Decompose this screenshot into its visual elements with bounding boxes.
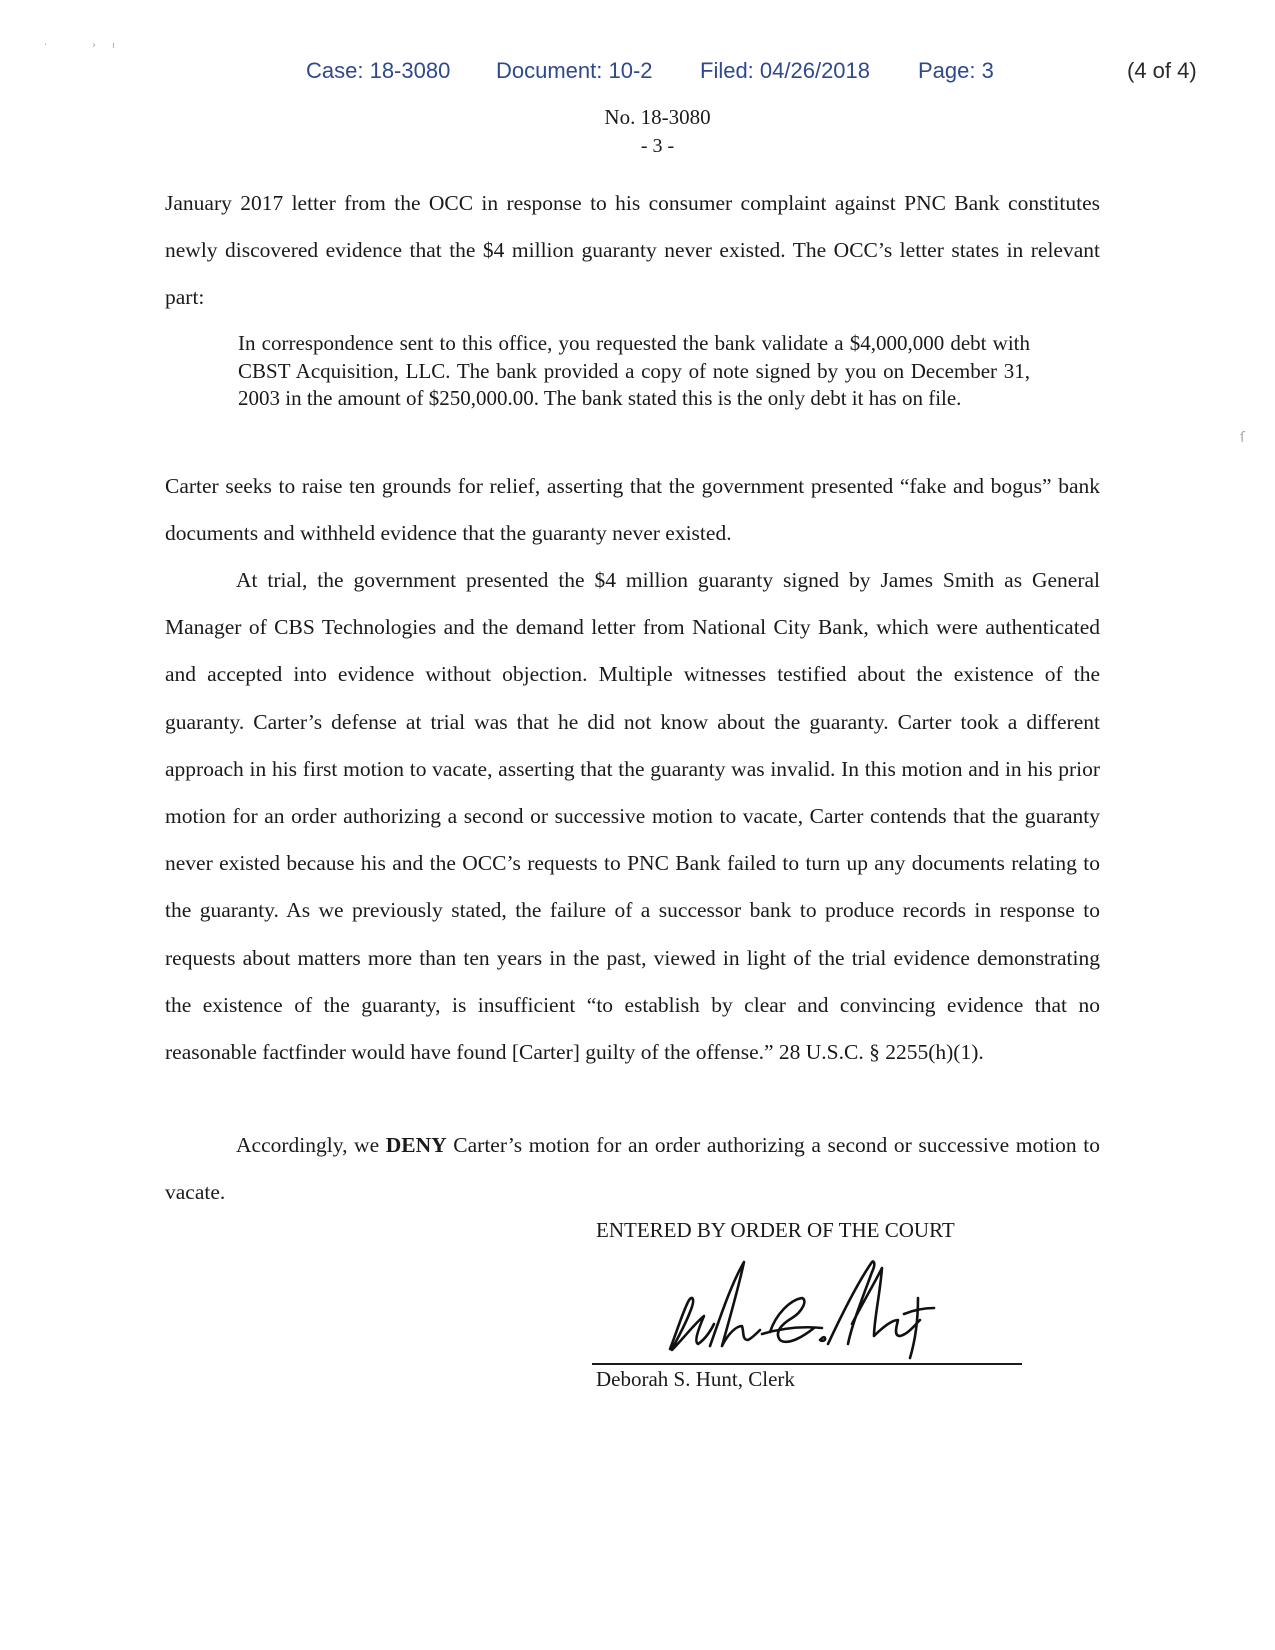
scan-speck: ı (112, 40, 115, 51)
block-quote-occ-letter: In correspondence sent to this office, you requested the bank validate a $4,000,000 debt with CBST Acquisition, LLC. The bank provided a copy of note signed by you on December 31, 2003 in the amount of $250,000.00. The bank stated this is the only debt it has on file. (238, 331, 1030, 410)
entered-by-order: ENTERED BY ORDER OF THE COURT (596, 1218, 955, 1242)
page-marker: - 3 - (640, 135, 675, 157)
ecf-case-number: Case: 18-3080 (306, 58, 451, 83)
paragraph-disposition (165, 1122, 1100, 1216)
ecf-filed-date: Filed: 04/26/2018 (700, 58, 871, 83)
paragraph-trial-analysis: At trial, the government presented the $4 million guaranty signed by James Smith as General Manager of CBS Technologies and the demand letter from National City Bank, which were authenticated and accepted into evidence without objection. Multiple witnesses testified about the existence of the guaranty. Carter’s defense at trial was that he did not know about the guaranty. Carter took a different approach in his first motion to vacate, asserting that the guaranty was invalid. In this motion and in his prior motion for an order authorizing a second or successive motion to vacate, Carter contends that the guaranty never existed because his and the OCC’s requests to PNC Bank failed to turn up any documents relating to the guaranty. As we previously stated, the failure of a successor bank to produce records in response to requests about matters more than ten years in the past, viewed in light of the trial evidence demonstrating the existence of the guaranty, is insufficient “to establish by clear and convincing evidence that no reasonable factfinder would have found [Carter] guilty of the offense.” 28 U.S.C. § 2255(h)(1). (165, 568, 1100, 1065)
ecf-document-number: Document: 10-2 (496, 58, 653, 83)
scan-speck: · (44, 40, 48, 51)
scan-speck: ſ (1240, 430, 1245, 446)
paragraph-grounds-for-relief: Carter seeks to raise ten grounds for relief, asserting that the government presented “fake and bogus” bank documents and withheld evidence that the guaranty never existed. (165, 474, 1100, 546)
ecf-page-number: Page: 3 (918, 58, 994, 83)
scan-speck: › (92, 40, 96, 51)
signature-block (592, 1218, 1032, 1398)
signer-name: Deborah S. Hunt, Clerk (596, 1367, 795, 1391)
ecf-header (0, 58, 1275, 88)
signature-line (592, 1363, 1022, 1365)
disposition-text-after: Carter’s motion for an order authorizing a second or successive motion to vacate. (165, 1133, 1100, 1205)
ecf-page-count: (4 of 4) (1127, 58, 1197, 83)
handwritten-signature (652, 1254, 942, 1364)
paragraph-occ-letter-intro: January 2017 letter from the OCC in response to his consumer complaint against PNC Bank constitutes newly discovered evidence that the $4 million guaranty never existed. The OCC’s letter states in relevant part: (165, 191, 1100, 310)
disposition-text-before: Accordingly, we (236, 1133, 386, 1157)
disposition-deny: DENY (385, 1133, 447, 1157)
case-number: No. 18-3080 (604, 105, 711, 129)
